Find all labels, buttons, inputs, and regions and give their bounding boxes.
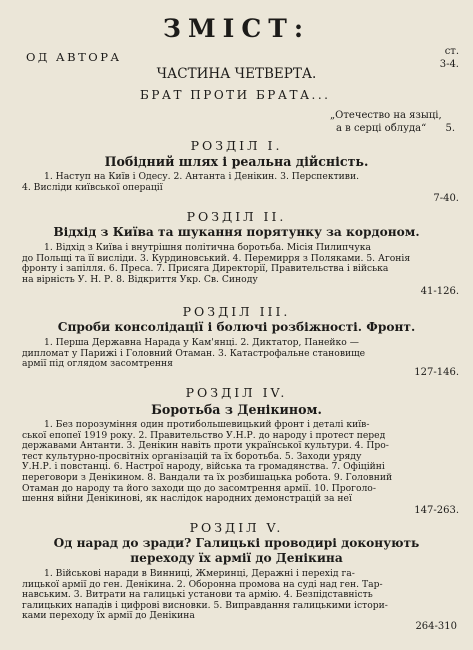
- page-column-header: ст.: [444, 46, 459, 57]
- section-5-label: РОЗДІЛ V.: [189, 520, 284, 535]
- epigraph-page: 5.: [445, 123, 455, 134]
- epigraph-line-1: „Отечество на языці,: [330, 110, 442, 121]
- section-5-pages: 264-310: [415, 621, 457, 632]
- section-4-line: 1. Без порозуміння один протибольшевицький фронт і деталі київ-: [44, 419, 370, 430]
- section-5-line: навським. 3. Витрати на галицькі установи та армію. 4. Безпідставність: [22, 589, 373, 601]
- section-1-line: 4. Висліди київської операції: [22, 181, 163, 193]
- section-1-label: РОЗДІЛ І.: [190, 138, 283, 153]
- section-3-label: РОЗДІЛ ІІІ.: [182, 304, 291, 319]
- section-3-line: 1. Перша Державна Нарада у Кам'янці. 2. Диктатор, Панейко —: [44, 337, 359, 348]
- section-4-summary: [22, 420, 454, 505]
- section-4-line: переговори з Денікином. 8. Вандали та їх розбишацька робота. 9. Головний: [22, 471, 393, 483]
- section-5-summary: [22, 569, 454, 622]
- section-3-line: армії під оглядом засомтрення: [22, 358, 173, 370]
- section-5-heading-line-1: Од нарад до зради? Галицькі проводирі доконують: [53, 536, 420, 550]
- epigraph-line-2: а в серці облуда“: [336, 123, 427, 134]
- section-4-line: У.Н.Р. і повстанці. 6. Настрої народу, війська та громадянства. 7. Офіційні: [22, 461, 385, 473]
- section-1-pages: 7-40.: [433, 193, 459, 204]
- section-3-summary: [22, 338, 454, 370]
- section-2-heading: Відхід з Київа та шукання порятунку за кордоном.: [53, 225, 420, 239]
- section-1-line: 1. Наступ на Київ і Одесу. 2. Антанта і Денікин. 3. Перспективи.: [44, 171, 359, 182]
- section-5-line: 1. Військові наради в Винниці, Жмеринці, Деражні і перехід га-: [44, 568, 355, 579]
- section-3-heading: Спроби консолідації і болючі розбіжності. Фронт.: [57, 320, 416, 334]
- section-3-line: дипломат у Парижі і Головний Отаман. 3. Катастрофальне становище: [22, 347, 366, 359]
- preface-entry: ОД АВТОРА: [26, 50, 122, 64]
- section-2-line: до Польщі та її висліди. 3. Курдиновський. 4. Перемирря з Поляками. 5. Агонія: [22, 252, 411, 264]
- section-4-label: РОЗДІЛ IV.: [185, 385, 288, 400]
- section-5-line: галицьких нападів і цифрові висновки. 5. Виправдання галицькими істори-: [22, 599, 388, 611]
- section-4-line: тест культурно-просвітніх організацій та їх боротьба. 5. Заходи уряду: [22, 450, 362, 462]
- section-1-heading: Побідний шлях і реальна дійсність.: [104, 154, 369, 169]
- section-2-pages: 41-126.: [420, 286, 459, 297]
- section-2-label: РОЗДІЛ ІІ.: [186, 209, 287, 224]
- section-2-summary: [22, 243, 454, 285]
- section-1-summary: [22, 172, 454, 193]
- page-title: ЗМІСТ:: [162, 14, 311, 43]
- section-4-line: державами Антанти. 3. Денікин навіть проти української культури. 4. Про-: [22, 440, 389, 452]
- section-4-line: Отаман до народу та його заходи що до засомтрення армії. 10. Проголо-: [22, 482, 376, 494]
- section-5-line: ками переходу їх армії до Денікина: [22, 610, 195, 622]
- section-5-line: лицької армії до ген. Денікина. 2. Оборонна промова на суді над ген. Тар-: [22, 578, 383, 590]
- preface-pages: 3-4.: [439, 59, 459, 70]
- section-4-pages: 147-263.: [414, 505, 459, 516]
- section-2-line: на вірність У. Н. Р. 8. Відкриття Укр. Св. Синоду: [22, 273, 258, 285]
- section-2-line: 1. Відхід з Київа і внутрішня політична боротьба. Місія Пилипчука: [44, 242, 371, 253]
- section-4-line: шення війни Денікинові, як наслідок народних демонстрацій за неї: [22, 493, 352, 505]
- section-4-heading: Боротьба з Денікином.: [151, 402, 322, 417]
- section-4-line: ської епопеї 1919 року. 2. Правительство У.Н.Р. до народу і протест перед: [22, 429, 386, 441]
- section-2-line: фронту і запілля. 6. Преса. 7. Присяга Директорії, Правительства і війська: [22, 263, 389, 275]
- part-heading: ЧАСТИНА ЧЕТВЕРТА.: [156, 66, 317, 82]
- subpart-heading: БРАТ ПРОТИ БРАТА...: [140, 88, 331, 102]
- section-5-heading-line-2: переходу їх армії до Денікина: [130, 551, 343, 565]
- section-3-pages: 127-146.: [414, 367, 459, 378]
